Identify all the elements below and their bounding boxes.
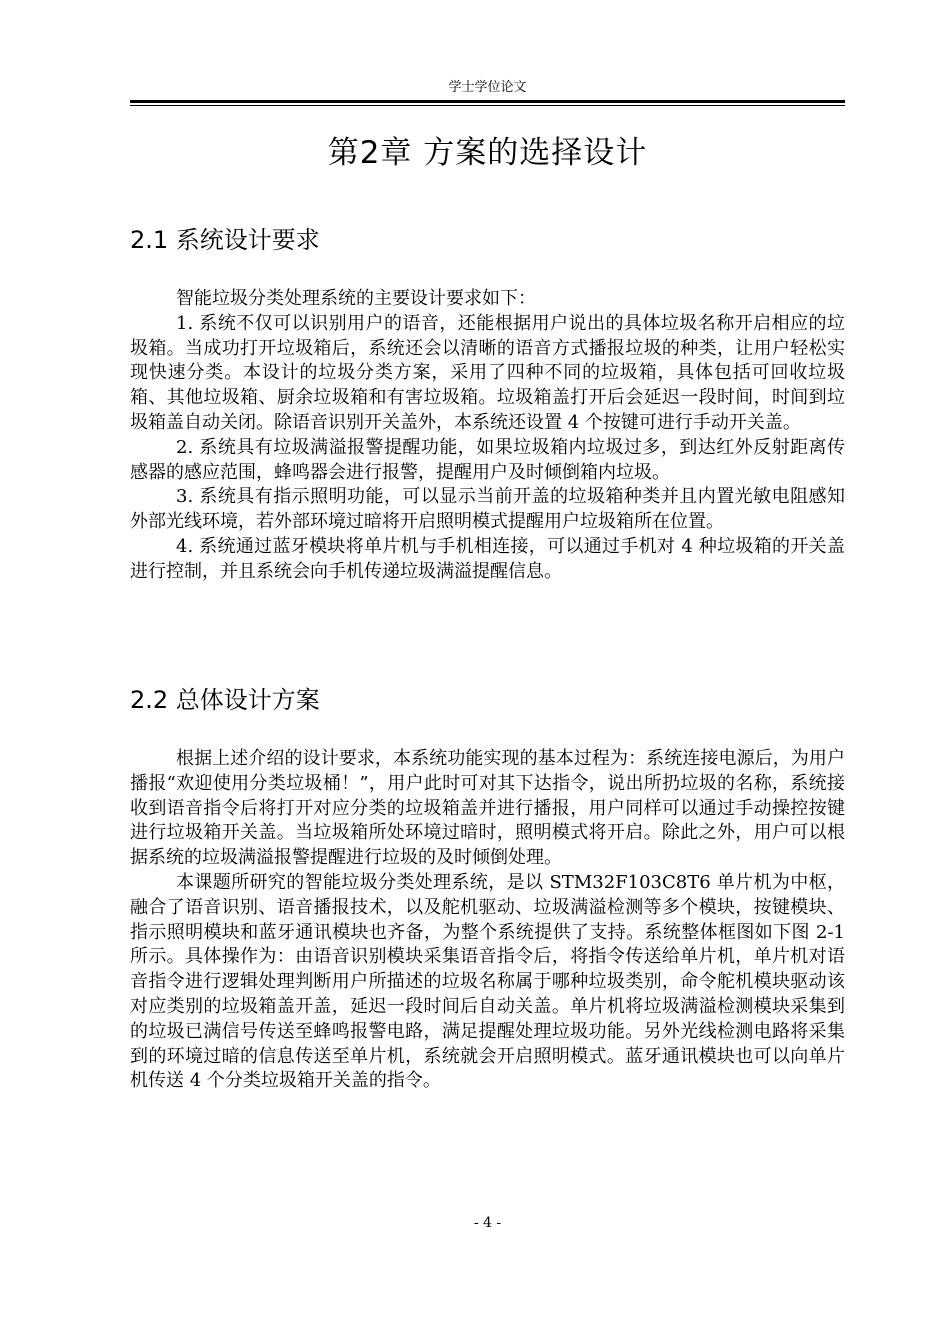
page-number: - 4 -	[473, 1215, 502, 1231]
section-heading-2-1: 2.1 系统设计要求	[130, 226, 320, 254]
section-heading-2-2: 2.2 总体设计方案	[130, 686, 320, 714]
section-2-2-body	[130, 747, 845, 1094]
header-rule-thin	[130, 105, 845, 106]
running-header: 学士学位论文	[448, 80, 527, 95]
section-2-1-body	[130, 287, 845, 585]
paragraph: 1. 系统不仅可以识别用户的语音，还能根据用户说出的具体垃圾名称开启相应的垃圾箱。当成功打开垃圾箱后，系统还会以清晰的语音方式播报垃圾的种类，让用户轻松实现快速分类。本设计的垃圾分类方案，采用了四种不同的垃圾箱，具体包括可回收垃圾箱、其他垃圾箱、厨余垃圾箱和有害垃圾箱。垃圾箱盖打开后会延迟一段时间，时间到垃圾箱盖自动关闭。除语音识别开关盖外，本系统还设置 4 个按键可进行手动开关盖。	[130, 312, 845, 433]
paragraph: 3. 系统具有指示照明功能，可以显示当前开盖的垃圾箱种类并且内置光敏电阻感知外部光线环境，若外部环境过暗将开启照明模式提醒用户垃圾箱所在位置。	[130, 486, 845, 533]
header-rule-thick	[130, 100, 845, 103]
paragraph: 根据上述介绍的设计要求，本系统功能实现的基本过程为：系统连接电源后，为用户播报“欢迎使用分类垃圾桶！”，用户此时可对其下达指令，说出所扔垃圾的名称，系统接收到语音指令后将打开对应分类的垃圾箱盖并进行播报，用户同样可以通过手动操控按键进行垃圾箱开关盖。当垃圾箱所处环境过暗时，照明模式将开启。除此之外，用户可以根据系统的垃圾满溢报警提醒进行垃圾的及时倾倒处理。	[130, 748, 845, 869]
paragraph: 4. 系统通过蓝牙模块将单片机与手机相连接，可以通过手机对 4 种垃圾箱的开关盖进行控制，并且系统会向手机传递垃圾满溢提醒信息。	[130, 535, 845, 582]
paragraph: 2. 系统具有垃圾满溢报警提醒功能，如果垃圾箱内垃圾过多，到达红外反射距离传感器的感应范围，蜂鸣器会进行报警，提醒用户及时倾倒箱内垃圾。	[130, 436, 845, 483]
paragraph: 智能垃圾分类处理系统的主要设计要求如下：	[176, 288, 536, 309]
paragraph: 本课题所研究的智能垃圾分类处理系统，是以 STM32F103C8T6 单片机为中枢，融合了语音识别、语音播报技术，以及舵机驱动、垃圾满溢检测等多个模块，按键模块、指示照明模块和蓝牙通讯模块也齐备，为整个系统提供了支持。系统整体框图如下图 2-1 所示。具体操作为：由语音识别模块采集语音指令后，将指令传送给单片机，单片机对语音指令进行逻辑处理判断用户所描述的垃圾名称属于哪种垃圾类别，命令舵机模块驱动该对应类别的垃圾箱盖开盖，延迟一段时间后自动关盖。单片机将垃圾满溢检测模块采集到的垃圾已满信号传送至蜂鸣报警电路，满足提醒处理垃圾功能。另外光线检测电路将采集到的环境过暗的信息传送至单片机，系统就会开启照明模式。蓝牙通讯模块也可以向单片机传送 4 个分类垃圾箱开关盖的指令。	[130, 871, 845, 1092]
chapter-title: 第2章 方案的选择设计	[327, 135, 648, 171]
